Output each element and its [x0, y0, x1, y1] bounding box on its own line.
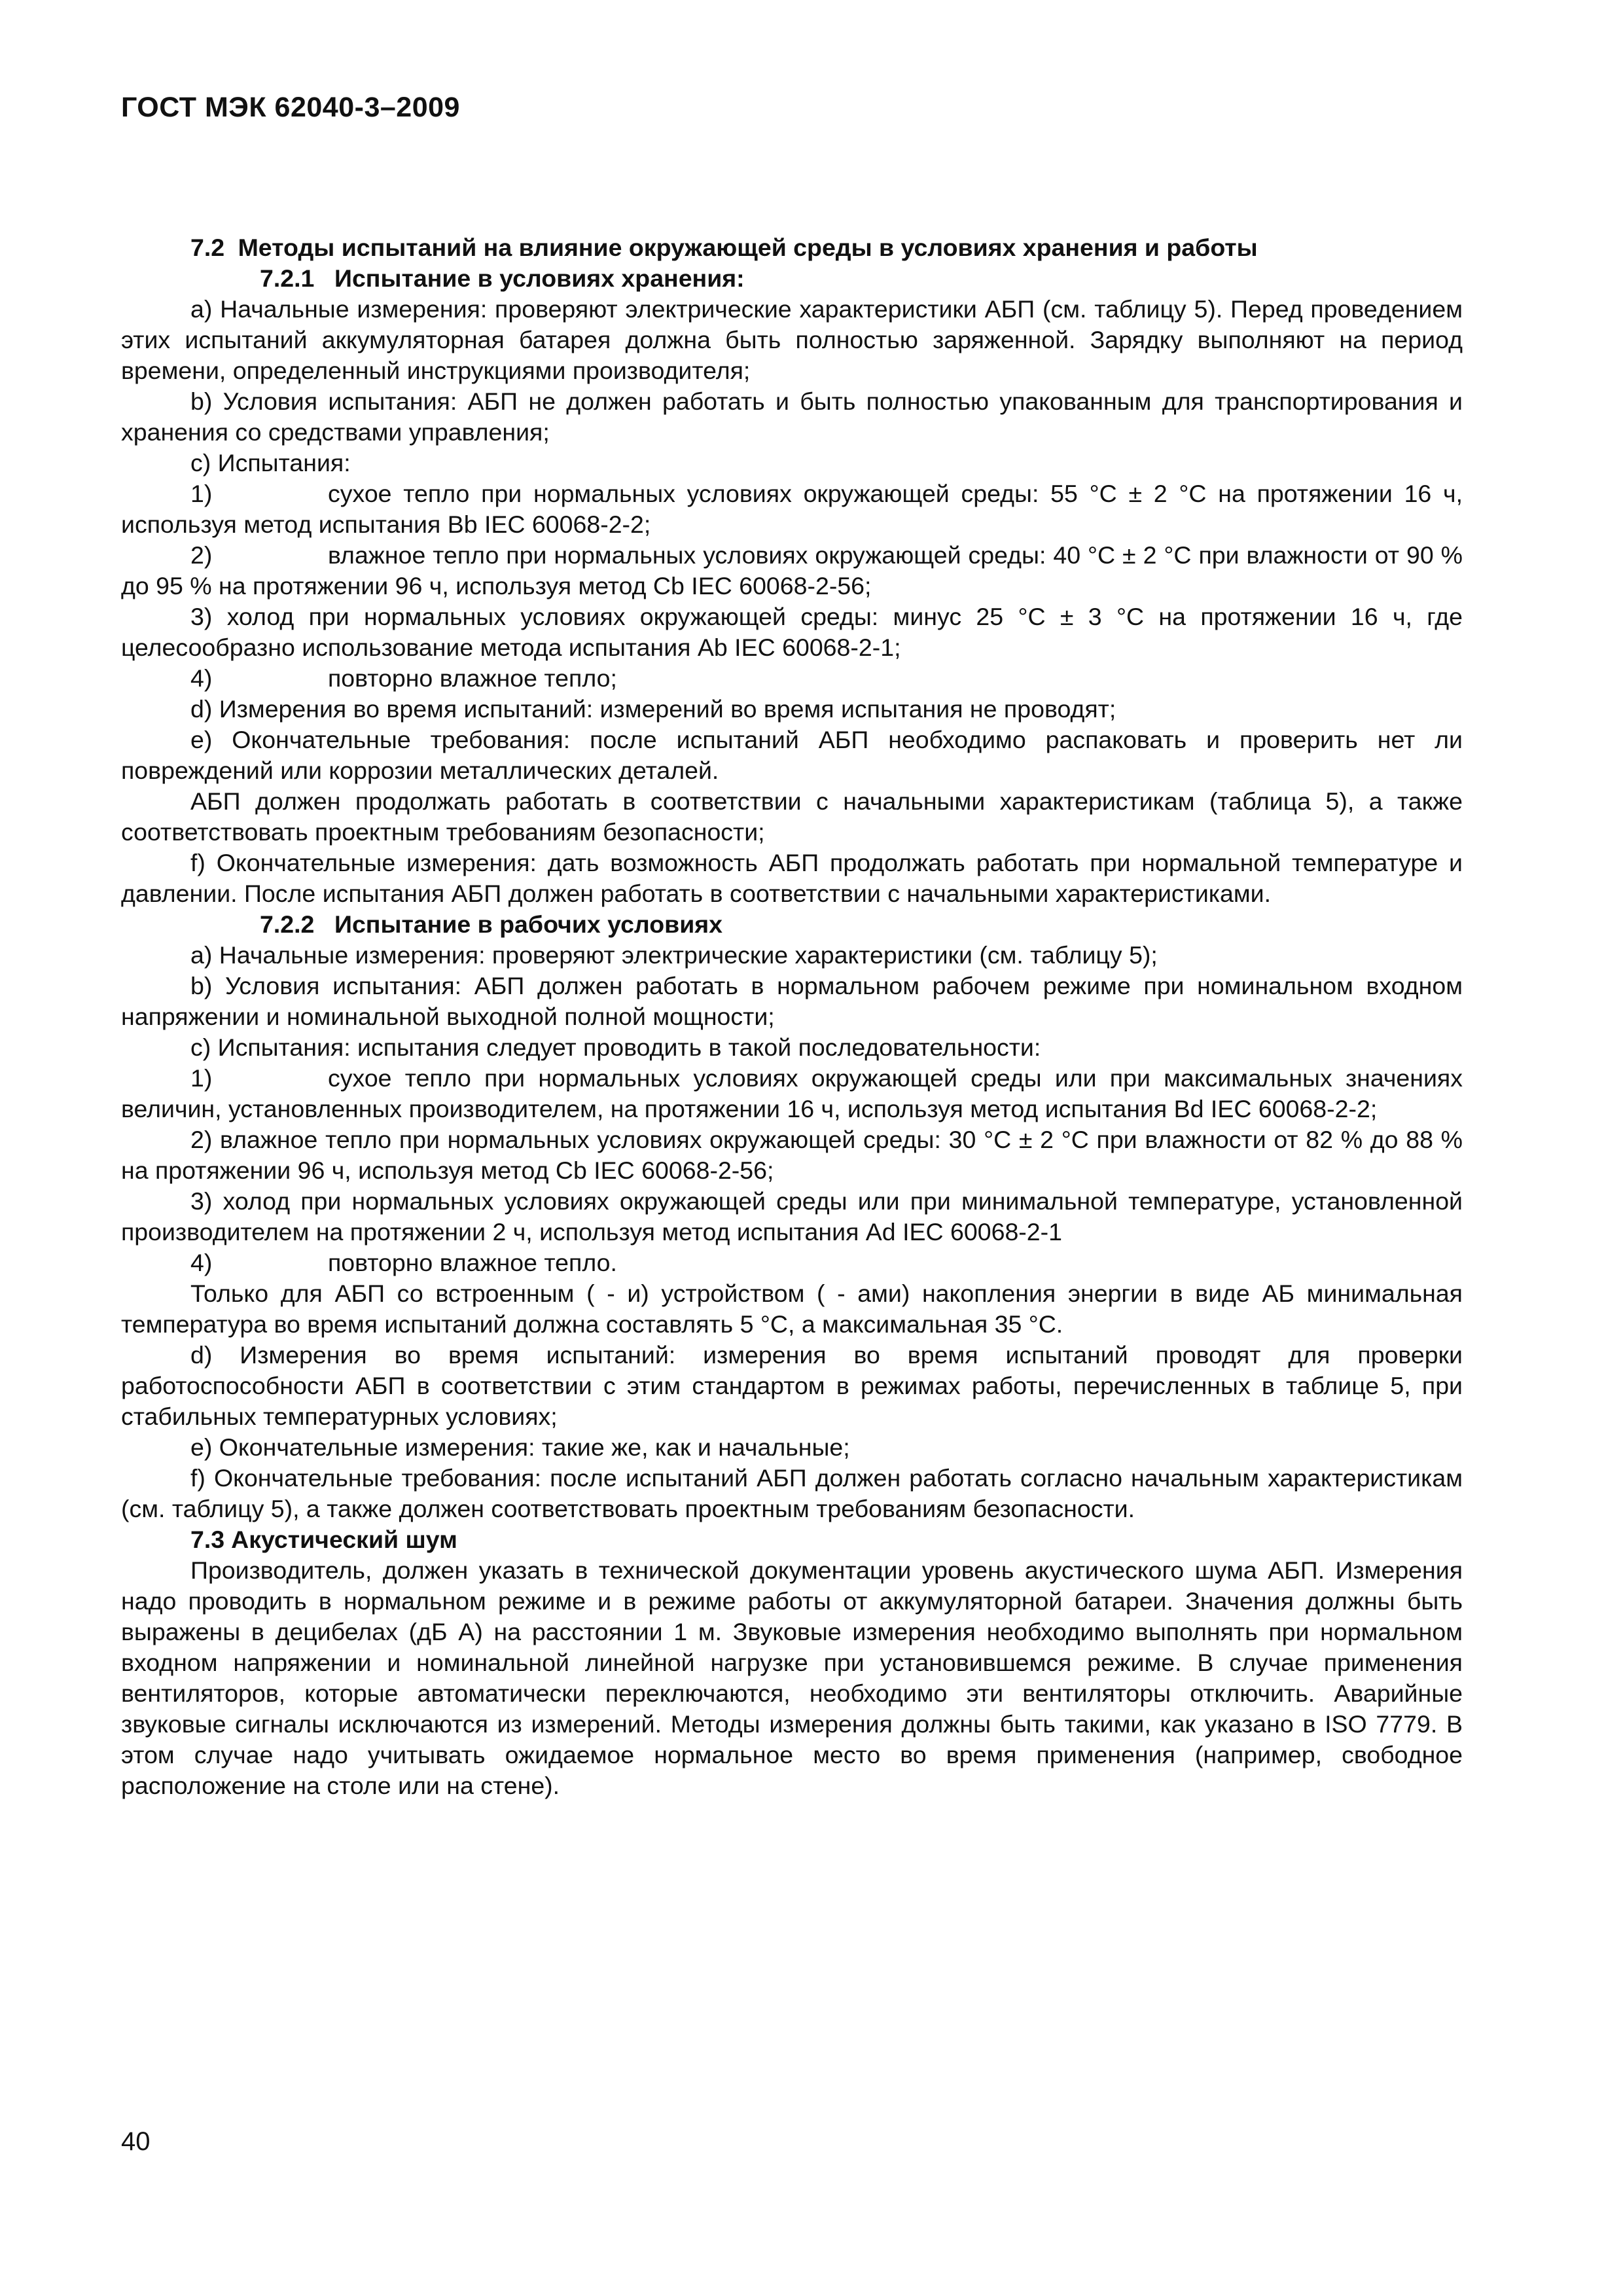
section-title: Испытание в рабочих условиях — [334, 910, 723, 938]
paragraph: 2) влажное тепло при нормальных условиях окружающей среды: 30 °С ± 2 °С при влажности от 82 % до 88 % на протяжении 96 ч, используя метод Сb IEC 60068-2-56; — [121, 1126, 1463, 1184]
item-text: влажное тепло при нормальных условиях окружающей среды: 40 °С ± 2 °С при влажности от 90 % до 95 % на протяжении 96 ч, используя метод Сb IEC 60068-2-56; — [121, 541, 1463, 600]
paragraph: Производитель, должен указать в технической документации уровень акустического шума АБП. Измерения надо проводить в нормальном режиме и в режиме работы от аккумуляторной батареи. Значения должны быть выражены в децибелах (дБ А) на расстоянии 1 м. Звуковые измерения необходимо выполнять при нормальном входном напряжении и номинальной линейной нагрузке при установившемся режиме. В случае применения вентиляторов, которые автоматически переключаются, необходимо эти вентиляторы отключить. Аварийные звуковые сигналы исключаются из измерений. Методы измерения должны быть такими, как указано в ISO 7779. В этом случае надо учитывать ожидаемое нормальное место во время применения (например, свободное расположение на столе или на стене). — [121, 1556, 1463, 1799]
item-text: сухое тепло при нормальных условиях окружающей среды или при максимальных значениях величин, установленных производителем, на протяжении 16 ч, используя метод испытания Bd IEC 60068-2-2; — [121, 1064, 1463, 1122]
paragraph: е) Окончательные требования: после испытаний АБП необходимо распаковать и проверить нет ли повреждений или коррозии металлических деталей. — [121, 726, 1463, 784]
paragraph: 3) холод при нормальных условиях окружающей среды или при минимальной температуре, установленной производителем на протяжении 2 ч, используя метод испытания Ad IEC 60068-2-1 — [121, 1187, 1463, 1246]
paragraph: АБП должен продолжать работать в соответствии с начальными характеристикам (таблица 5), а также соответствовать проектным требованиям безопасности; — [121, 787, 1463, 846]
item-number: 4) — [190, 1249, 213, 1276]
paragraph: с) Испытания: — [190, 449, 351, 476]
document-code-header: ГОСТ МЭК 62040-3–2009 — [121, 92, 460, 123]
numbered-paragraph — [121, 540, 1463, 601]
section-7-3-heading — [121, 1524, 1463, 1555]
section-number: 7.3 — [190, 1526, 225, 1553]
section-7-2-heading — [121, 232, 1463, 263]
section-7-2-1-heading — [121, 263, 1463, 294]
paragraph: а) Начальные измерения: проверяют электрические характеристики (см. таблицу 5); — [190, 941, 1158, 969]
paragraph: d) Измерения во время испытаний: измерений во время испытания не проводят; — [190, 695, 1116, 723]
section-number: 7.2.2 — [260, 910, 315, 938]
paragraph: а) Начальные измерения: проверяют электрические характеристики АБП (см. таблицу 5). Перед проведением этих испытаний аккумуляторная батарея должна быть полностью заряженной. Зарядку выполняют на период времени, определенный инструкциями производителя; — [121, 295, 1463, 384]
paragraph: d) Измерения во время испытаний: измерения во время испытаний проводят для проверки работоспособности АБП в соответствии с этим стандартом в режимах работы, перечисленных в таблице 5, при стабильных температурных условиях; — [121, 1341, 1463, 1430]
item-number: 4) — [190, 664, 213, 692]
section-number: 7.2.1 — [260, 264, 315, 292]
item-number: 1) — [190, 1064, 213, 1092]
item-text: повторно влажное тепло. — [328, 1249, 617, 1276]
item-text: сухое тепло при нормальных условиях окружающей среды: 55 °С ± 2 °С на протяжении 16 ч, используя метод испытания Bb IEC 60068-2-2; — [121, 480, 1463, 538]
item-number: 1) — [190, 480, 213, 507]
paragraph: b) Условия испытания: АБП должен работать в нормальном рабочем режиме при номинальном входном напряжении и номинальной выходной полной мощности; — [121, 972, 1463, 1030]
numbered-paragraph — [121, 663, 1463, 694]
item-text: повторно влажное тепло; — [328, 664, 617, 692]
numbered-paragraph — [121, 1063, 1463, 1124]
paragraph: b) Условия испытания: АБП не должен работать и быть полностью упакованным для транспортирования и хранения со средствами управления; — [121, 387, 1463, 446]
paragraph: е) Окончательные измерения: такие же, как и начальные; — [190, 1433, 850, 1461]
page-number: 40 — [121, 2127, 151, 2156]
section-number: 7.2 — [190, 234, 225, 261]
section-title: Акустический шум — [231, 1526, 457, 1553]
item-number: 2) — [190, 541, 213, 569]
document-body — [121, 232, 1463, 1801]
numbered-paragraph — [121, 1247, 1463, 1278]
section-7-2-2-heading — [121, 909, 1463, 940]
paragraph: f) Окончательные требования: после испытаний АБП должен работать согласно начальным характеристикам (см. таблицу 5), а также должен соответствовать проектным требованиям безопасности. — [121, 1464, 1463, 1522]
numbered-paragraph — [121, 478, 1463, 540]
section-title: Испытание в условиях хранения: — [334, 264, 745, 292]
paragraph: 3) холод при нормальных условиях окружающей среды: минус 25 °С ± 3 °С на протяжении 16 ч, где целесообразно использование метода испытания Ab IEC 60068-2-1; — [121, 603, 1463, 661]
paragraph: Только для АБП со встроенным ( - и) устройством ( - ами) накопления энергии в виде АБ минимальная температура во время испытаний должна составлять 5 °С, а максимальная 35 °С. — [121, 1280, 1463, 1338]
section-title: Методы испытаний на влияние окружающей среды в условиях хранения и работы — [238, 234, 1258, 261]
paragraph: f) Окончательные измерения: дать возможность АБП продолжать работать при нормальной температуре и давлении. После испытания АБП должен работать в соответствии с начальными характеристиками. — [121, 849, 1463, 907]
paragraph: с) Испытания: испытания следует проводить в такой последовательности: — [190, 1033, 1041, 1061]
